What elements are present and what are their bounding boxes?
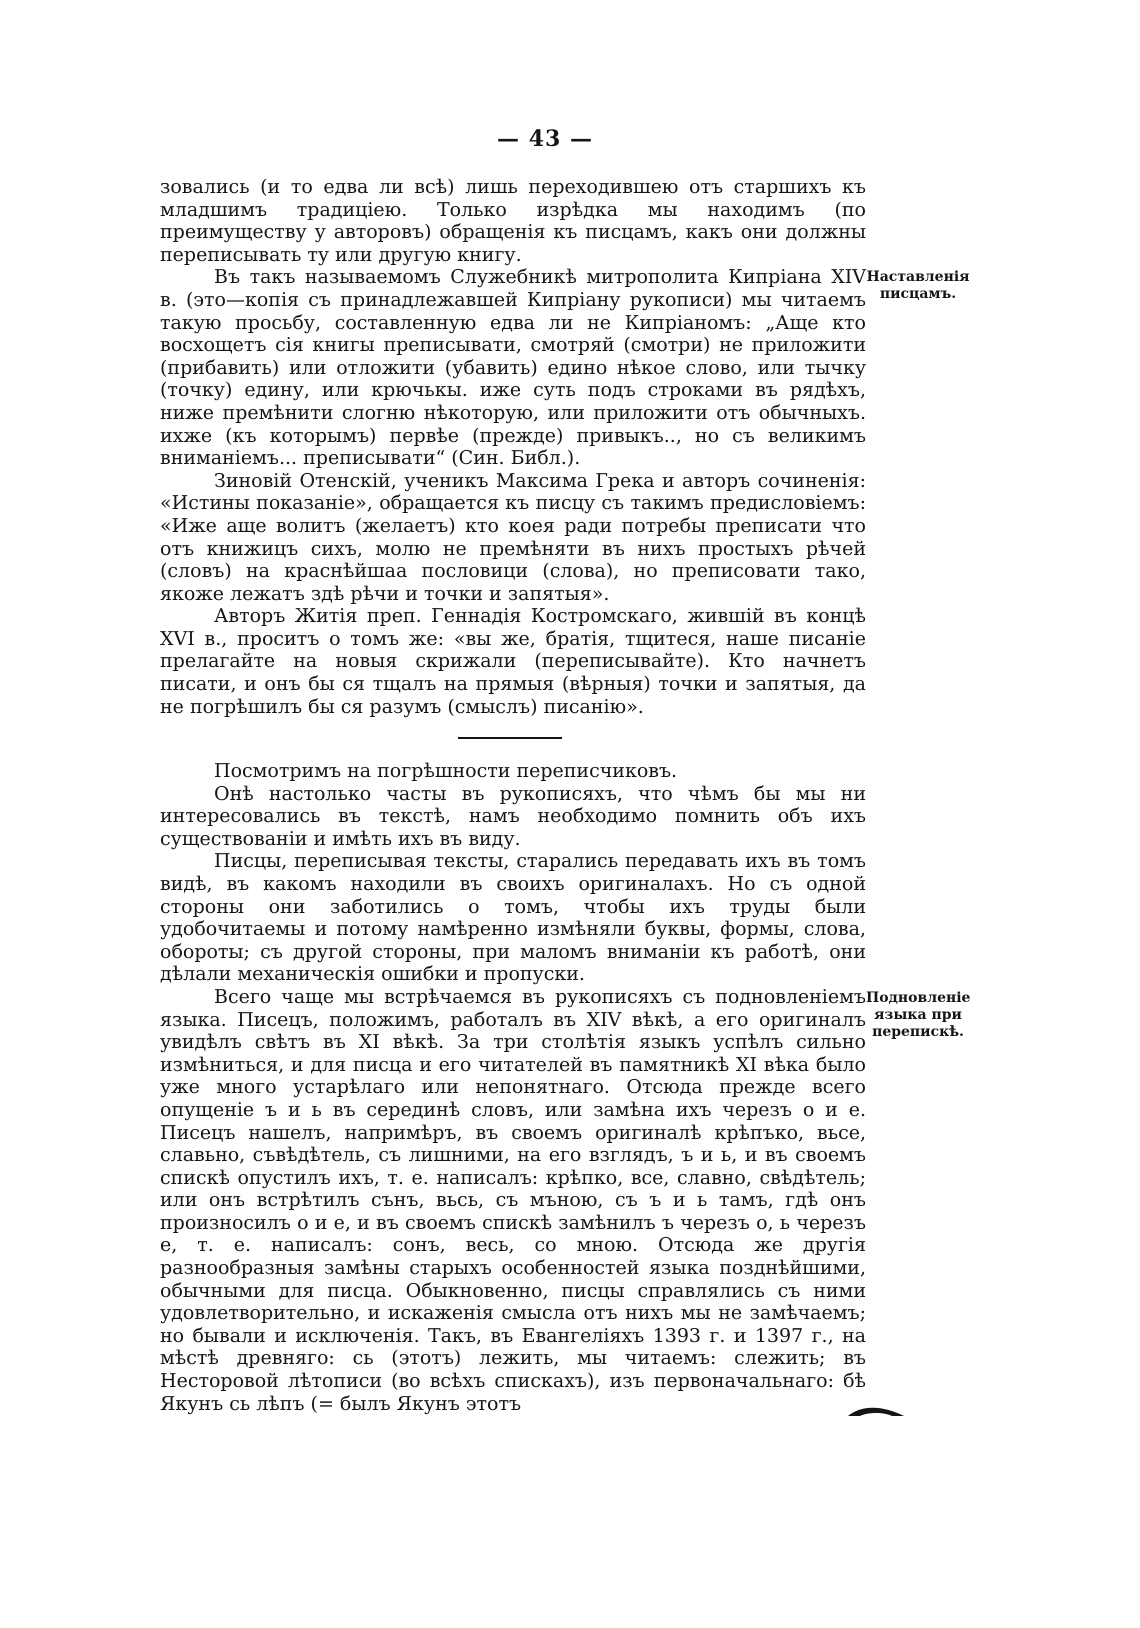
margin-note-language: Подновленіе языка при перепискѣ. [866, 990, 971, 1040]
text-block-errors [160, 760, 866, 1415]
paragraph: Посмотримъ на погрѣшности переписчиковъ. [214, 760, 678, 782]
section-divider [458, 737, 562, 739]
paragraph: Онѣ настолько часты въ рукописяхъ, что чѣмъ бы мы ни интересовались въ текстѣ, намъ необходимо помнить объ ихъ существованіи и имѣть ихъ въ виду. [160, 782, 866, 850]
text-block-instructions [160, 176, 866, 718]
page-number: — 43 — [497, 126, 593, 152]
margin-note-instructions: Наставленія писцамъ. [866, 269, 970, 302]
paragraph: Зиновій Отенскій, ученикъ Максима Грека и авторъ сочиненія: «Истины показаніе», обращается къ писцу съ такимъ предисловіемъ: «Иже аще волитъ (желаетъ) кто коея ради потребы преписати что отъ книжицъ сихъ, молю не премѣняти въ нихъ простыхъ рѣчей (словъ) на краснѣйшаа пословици (слова), но преписовати тако, якоже лежатъ здѣ рѣчи и точки и запятыя». [160, 469, 866, 605]
paragraph: Всего чаще мы встрѣчаемся въ рукописяхъ съ подновленіемъ языка. Писецъ, положимъ, работалъ въ XIV вѣкѣ, а его оригиналъ увидѣлъ свѣтъ въ XI вѣкѣ. За три столѣтія языкъ успѣлъ сильно измѣниться, и для писца и его читателей въ памятникѣ XI вѣка было уже много устарѣлаго или непонятнаго. Отсюда прежде всего опущеніе ъ и ь въ серединѣ словъ, или замѣна ихъ черезъ о и е. Писецъ нашелъ, напримѣръ, въ своемъ оригиналѣ крѣпъко, вьсе, славьно, съвѣдѣтель, съ лишними, на его взглядъ, ъ и ь, и въ своемъ спискѣ опустилъ ихъ, т. е. написалъ: крѣпко, все, славно, свѣдѣтель; или онъ встрѣтилъ сънъ, вьсь, съ мъною, съ ъ и ь тамъ, гдѣ онъ произносилъ о и е, и въ своемъ спискѣ замѣнилъ ъ черезъ о, ь черезъ е, т. е. написалъ: сонъ, весь, со мною. Отсюда же другія разнообразныя замѣны старыхъ особенностей языка позднѣйшими, обычными для писца. Обыкновенно, писцы справлялись съ ними удовлетворительно, и искаженія смысла отъ нихъ мы не замѣчаемъ; но бывали и исключенія. Такъ, въ Евангеліяхъ 1393 г. и 1397 г., на мѣстѣ древняго: сь (этотъ) лежить, мы читаемъ: слежить; въ Несторовой лѣтописи (во всѣхъ спискахъ), изъ первоначальнаго: бѣ Якунъ сь лѣпъ (= былъ Якунъ этотъ [160, 985, 866, 1415]
paragraph: Авторъ Житія преп. Геннадія Костромскаго, жившій въ концѣ XVI в., проситъ о томъ же: «вы же, братія, тщитеся, наше писаніе прелагайте на новыя скрижали (переписывайте). Кто начнетъ писати, и онъ бы ся тщалъ на прямыя (вѣрныя) точки и запятыя, да не погрѣшилъ бы ся разумъ (смыслъ) писанію». [160, 605, 866, 718]
ink-blot-mark [846, 1404, 906, 1418]
paragraph: Писцы, переписывая тексты, старались передавать ихъ въ томъ видѣ, въ какомъ находили въ своихъ оригиналахъ. Но съ одной стороны они заботились о томъ, чтобы ихъ труды были удобочитаемы и потому намѣренно измѣняли буквы, формы, слова, обороты; съ другой стороны, при маломъ вниманіи къ работѣ, они дѣлали механическія ошибки и пропуски. [160, 850, 866, 986]
paragraph: зовались (и то едва ли всѣ) лишь переходившею отъ старшихъ къ младшимъ традиціею. Только изрѣдка мы находимъ (по преимуществу у авторовъ) обращенія къ писцамъ, какъ они должны переписывать ту или другую книгу. [160, 176, 866, 266]
paragraph: Въ такъ называемомъ Служебникѣ митрополита Кипріана XIV в. (это—копія съ принадлежавшей Кипріану рукописи) мы читаемъ такую просьбу, составленную едва ли не Кипріаномъ: „Аще кто восхощетъ сія книгы преписывати, смотряй (смотри) не приложити (прибавить) или отложити (убавить) едино нѣкое слово, или тычку (точку) едину, или крючькы. иже суть подъ строками въ рядѣхъ, ниже премѣнити слогню нѣкоторую, или приложити отъ обычныхъ. ихже (къ которымъ) первѣе (прежде) привыкъ.., но съ великимъ вниманіемъ... преписывати“ (Син. Библ.). [160, 266, 866, 470]
